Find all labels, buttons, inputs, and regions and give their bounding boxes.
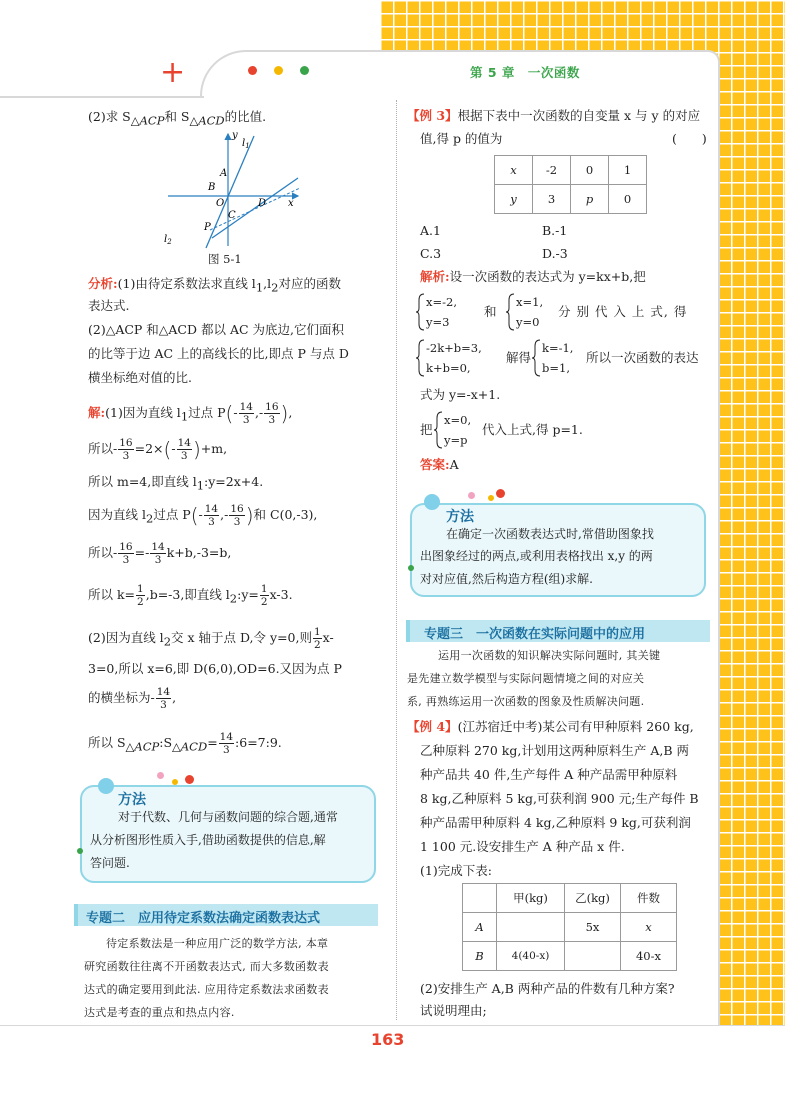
mascot-icon xyxy=(98,778,114,794)
result-text: 所以一次函数的表达 xyxy=(586,350,699,365)
analysis-line-5: 横坐标绝对值的比. xyxy=(88,370,192,385)
system-4-eq2: b=1, xyxy=(542,361,570,375)
table-row: x -2 0 1 xyxy=(495,156,647,185)
substitute-result: 代入上式,得 p=1. xyxy=(482,422,583,437)
brace-icon xyxy=(506,292,516,332)
solution-line-7: (2)因为直线 $l_2$交 x 轴于点 D,令 y=0,则 $\frac{1}{2}$ x- xyxy=(88,626,334,651)
label-l2: $l_2$ xyxy=(164,234,172,246)
table-row: 甲(kg) 乙(kg) 件数 xyxy=(463,884,677,913)
method-title-left: 方法 xyxy=(118,792,146,808)
example-4-line-1: 【例 4】(江苏宿迁中考)某公司有甲种原料 260 kg, xyxy=(407,719,694,734)
example-4-line-3: 种产品共 40 件,生产每件 A 种产品需甲种原料 xyxy=(420,767,678,782)
substitute-text: 分 别 代 入 上 式, 得 xyxy=(558,304,688,319)
example-4-line-4: 8 kg,乙种原料 5 kg,可获利润 900 元;生产每件 B xyxy=(420,791,699,806)
red-dot-icon xyxy=(248,66,257,75)
question-2-line-1: (2)安排生产 A,B 两种产品的件数有几种方案? xyxy=(420,981,675,996)
mascot-icon xyxy=(424,494,440,510)
jiexi-line-1: 解析:设一次函数的表达式为 y=kx+b,把 xyxy=(420,269,646,284)
label-O: O xyxy=(216,198,225,209)
label-C: C xyxy=(228,210,236,221)
solution-line-5: 所以- $\frac{16}{3}$ =- $\frac{14}{3}$ k+b,-3=b, xyxy=(88,541,232,566)
label-B: B xyxy=(208,182,216,193)
label-P: P xyxy=(204,222,211,233)
segment-pd xyxy=(210,188,300,230)
analysis-line-2: 表达式. xyxy=(88,298,130,313)
method-text-right-1: 在确定一次函数表达式时,常借助图象找 xyxy=(446,527,654,541)
header-rule xyxy=(0,96,204,98)
system-3-eq2: k+b=0, xyxy=(426,361,471,375)
solution-line-2: 所以- $\frac{16}{3}$ =2×(- $\frac{14}{3}$ )+m, xyxy=(88,437,228,462)
topic-3-intro-2: 是先建立数学模型与实际问题情境之间的对应关 xyxy=(407,672,645,685)
example-3-line-2: 值,得 p 的值为 xyxy=(420,131,503,146)
plus-icon: + xyxy=(160,55,186,90)
method-title-right: 方法 xyxy=(446,509,474,525)
header-area xyxy=(0,0,785,100)
solution-line-3: 所以 m=4,即直线 $l_1:y=2x+4$. xyxy=(88,474,264,493)
table-materials xyxy=(462,883,677,971)
footer-rule xyxy=(0,1025,785,1026)
brace-icon xyxy=(434,410,444,450)
system-5-eq2: y=p xyxy=(444,433,468,447)
option-d: D.-3 xyxy=(542,246,568,261)
deco-dot xyxy=(157,772,164,779)
yellow-dot-icon xyxy=(274,66,283,75)
system-2-eq1: x=1, xyxy=(516,295,544,309)
label-x: x xyxy=(288,198,294,209)
system-3-eq1: -2k+b=3, xyxy=(426,341,482,355)
table-row: y 3 p 0 xyxy=(495,185,647,214)
table-row: B 4(40-x) 40-x xyxy=(463,942,677,971)
option-c: C.3 xyxy=(420,246,442,261)
example-4-line-5: 种产品需甲种原料 4 kg,乙种原料 9 kg,可获利润 xyxy=(420,815,691,830)
solution-line-10: 所以 $S_{\triangle ACP}:S_{\triangle ACD}=$ $\frac{14}{3}$ :6=7:9. xyxy=(88,731,282,756)
answer-line: 答案:A xyxy=(420,457,459,472)
topic-2-title: 专题二 应用待定系数法确定函数表达式 xyxy=(86,911,321,926)
substitute-prefix: 把 xyxy=(420,422,433,437)
figure-5-1 xyxy=(160,128,310,250)
label-A: A xyxy=(220,168,228,179)
column-divider xyxy=(396,100,397,1020)
option-a: A.1 xyxy=(420,223,441,238)
question-2-heading: (2)求 $S_{\triangle ACP}$和 $S_{\triangle ACD}$的比值. xyxy=(88,109,267,128)
label-D: D xyxy=(258,198,267,209)
topic-2-intro-4: 达式是考查的重点和热点内容. xyxy=(84,1006,235,1019)
solution-line-4: 因为直线 $l_2$过点 P(- $\frac{14}{3}$ ,- $\frac{16}{3}$ )和 C(0,-3), xyxy=(88,503,318,528)
solution-line-8: 3=0,所以 x=6,即 D(6,0),OD=6.又因为点 P xyxy=(88,661,342,676)
label-l1: $l_1$ xyxy=(242,138,250,150)
brace-icon xyxy=(532,338,542,378)
topic-2-intro-1: 待定系数法是一种应用广泛的数学方法, 本章 xyxy=(106,937,329,950)
question-2-line-2: 试说明理由; xyxy=(420,1003,487,1018)
topic-3-intro-3: 系, 再熟练运用一次函数的图象及性质解决问题. xyxy=(407,695,645,708)
brace-icon xyxy=(416,338,426,378)
deco-dot xyxy=(172,779,178,785)
system-1-eq2: y=3 xyxy=(426,315,450,329)
solution-line-9: 的横坐标为- $\frac{14}{3}$ , xyxy=(88,686,177,711)
deco-dot xyxy=(496,489,505,498)
solution-line-6: 所以 k= $\frac{1}{2}$ ,b=-3,即直线 $l_2:y=$ $\frac{1}{2}$ x-3. xyxy=(88,583,293,608)
topic-3-title: 专题三 一次函数在实际问题中的应用 xyxy=(424,627,646,642)
deco-dot xyxy=(185,775,194,784)
system-4-eq1: k=-1, xyxy=(542,341,574,355)
brace-icon xyxy=(416,292,426,332)
system-2-eq2: y=0 xyxy=(516,315,540,329)
deco-dot xyxy=(408,565,414,571)
line-l1 xyxy=(212,178,298,238)
header-tab xyxy=(200,50,720,100)
jiexi-line-4: 式为 y=-x+1. xyxy=(420,387,501,402)
system-5-eq1: x=0, xyxy=(444,413,472,427)
table-row: A 5x x xyxy=(463,913,677,942)
example-4-line-6: 1 100 元.设安排生产 A 种产品 x 件. xyxy=(420,839,625,854)
example-3-line-1: 【例 3】根据下表中一次函数的自变量 x 与 y 的对应 xyxy=(407,108,701,123)
method-text-right-3: 对对应值,然后构造方程(组)求解. xyxy=(420,572,593,586)
option-b: B.-1 xyxy=(542,223,568,238)
topic-2-intro-3: 达式的确定要用到此法. 应用待定系数法求函数表 xyxy=(84,983,329,996)
method-text-left-2: 从分析图形性质入手,借助函数提供的信息,解 xyxy=(90,833,326,847)
chapter-title: 第 5 章 一次函数 xyxy=(470,65,580,80)
solve-text: 解得 xyxy=(506,350,532,365)
deco-dot xyxy=(77,848,83,854)
method-text-left-1: 对于代数、几何与函数问题的综合题,通常 xyxy=(118,810,338,824)
example-4-line-7: (1)完成下表: xyxy=(420,863,492,878)
analysis-line-1: 分析:(1)由待定系数法求直线 $l_1,l_2$对应的函数 xyxy=(88,276,341,295)
and-text: 和 xyxy=(484,304,497,319)
topic-2-intro-2: 研究函数往往离不开函数表达式, 而大多数函数表 xyxy=(84,960,329,973)
figure-caption: 图 5-1 xyxy=(208,252,242,266)
green-dot-icon xyxy=(300,66,309,75)
label-y: y xyxy=(232,130,238,141)
example-4-line-2: 乙种原料 270 kg,计划用这两种原料生产 A,B 两 xyxy=(420,743,689,758)
method-text-right-2: 出图象经过的两点,或利用表格找出 x,y 的两 xyxy=(420,549,653,563)
table-xy xyxy=(494,155,647,214)
system-1-eq1: x=-2, xyxy=(426,295,457,309)
answer-blank: ( ) xyxy=(672,131,707,146)
analysis-line-4: 的比等于边 AC 上的高线长的比,即点 P 与点 D xyxy=(88,346,349,361)
analysis-line-3: (2)△ACP 和△ACD 都以 AC 为底边,它们面积 xyxy=(88,322,345,337)
page-number: 163 xyxy=(371,1030,405,1049)
deco-dot xyxy=(468,492,475,499)
method-text-left-3: 答问题. xyxy=(90,856,130,870)
topic-3-intro-1: 运用一次函数的知识解决实际问题时, 其关键 xyxy=(438,649,661,662)
deco-dot xyxy=(488,495,494,501)
solution-line-1: 解:(1)因为直线 $l_1$过点 P(- $\frac{14}{3}$ ,- $\frac{16}{3}$ ), xyxy=(88,401,293,426)
